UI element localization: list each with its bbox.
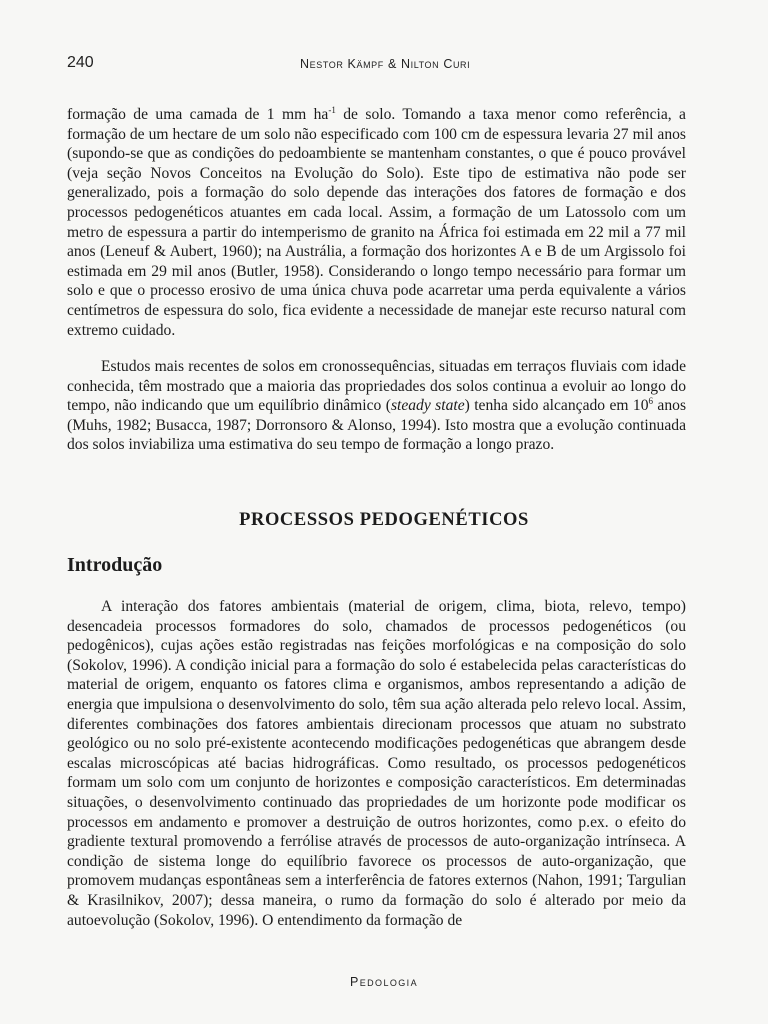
- paragraph-text: ) tenha sido alcançado em 10: [464, 397, 649, 415]
- superscript: -1: [328, 104, 336, 115]
- subsection-title: Introdução: [67, 554, 163, 576]
- paragraph-soil-formation-rate: [67, 105, 686, 340]
- superscript: 6: [648, 396, 654, 406]
- running-head: Nestor Kämpf & Nilton Curi: [300, 57, 471, 71]
- paragraph-introduction: A interação dos fatores ambientais (material de origem, clima, biota, relevo, tempo) desencadeia processos formadores do solo, chamados de processos pedogenéticos (ou pedogênicos), cujas ações estão registradas nas feições morfológicas e na composição do solo (Sokolov, 1996). A condição inicial para a formação do solo é estabelecida pelas características do material de origem, enquanto os fatores clima e organismos, ambos representando a adição de energia que impulsiona o desenvolvimento do solo, têm sua ação alterada pelo relevo local. Assim, diferentes combinações dos fatores ambientais direcionam processos que atuam no substrato geológico ou no solo pré-existente acontecendo modificações pedogenéticas que abrangem desde escalas microscópicas até bacias hidrográficas. Como resultado, os processos pedogenéticos formam um solo com um conjunto de horizontes e composição característicos. Em determinadas situações, o desenvolvimento continuado das propriedades de um horizonte pode modificar os processos em andamento e promover a destruição de outros horizontes, como p.ex. o efeito do gradiente textural promovendo a ferrólise através de processos de auto-organização intrínseca. A condição de sistema longe do equilíbrio favorece os processos de auto-organização, que promovem mudanças espontâneas sem a interferência de fatores externos (Nahon, 1991; Targulian & Krasilnikov, 2007); dessa maneira, o rumo da formação do solo é alterado por meio da autoevolução (Sokolov, 1996). O entendimento da formação de: [67, 598, 686, 929]
- section-title: PROCESSOS PEDOGENÉTICOS: [239, 510, 529, 530]
- page-footer: Pedologia: [350, 975, 418, 989]
- paragraph-chronosequences: [67, 357, 686, 455]
- italic-term: steady state: [390, 397, 465, 415]
- paragraph-text: de solo. Tomando a taxa menor como referência, a formação de um hectare de um solo não especificado com 100 cm de espessura levaria 27 mil anos (supondo-se que as condições do pedoambiente se mantenham constantes, o que é pouco provável (veja seção Novos Conceitos na Evolução do Solo). Este tipo de estimativa não pode ser generalizado, pois a formação do solo depende das interações dos fatores de formação e dos processos pedogenéticos atuantes em cada local. Assim, a formação de um Latossolo com um metro de espessura a partir do intemperismo de granito na África foi estimada em 22 mil a 77 mil anos (Leneuf & Aubert, 1960); na Austrália, a formação dos horizontes A e B de um Argissolo foi estimada em 29 mil anos (Butler, 1958). Considerando o longo tempo necessário para formar um solo e que o processo erosivo de uma única chuva pode acarretar uma perda equivalente a vários centímetros de espessura do solo, fica evidente a necessidade de manejar este recurso natural com extremo cuidado.: [67, 106, 686, 339]
- paragraph-text: anos (Muhs, 1982; Busacca, 1987; Dorronsoro & Alonso, 1994). Isto mostra que a evolução continuada dos solos inviabiliza uma estimativa do seu tempo de formação a longo prazo.: [67, 397, 687, 454]
- paragraph-text: Estudos mais recentes de solos em cronossequências, situadas em terraços fluviais com idade conhecida, têm mostrado que a maioria das propriedades dos solos continua a evoluir ao longo do tempo, não indicando que um equilíbrio dinâmico (: [67, 358, 686, 415]
- page-number: 240: [67, 54, 94, 71]
- paragraph-text: formação de uma camada de 1 mm ha: [67, 106, 329, 123]
